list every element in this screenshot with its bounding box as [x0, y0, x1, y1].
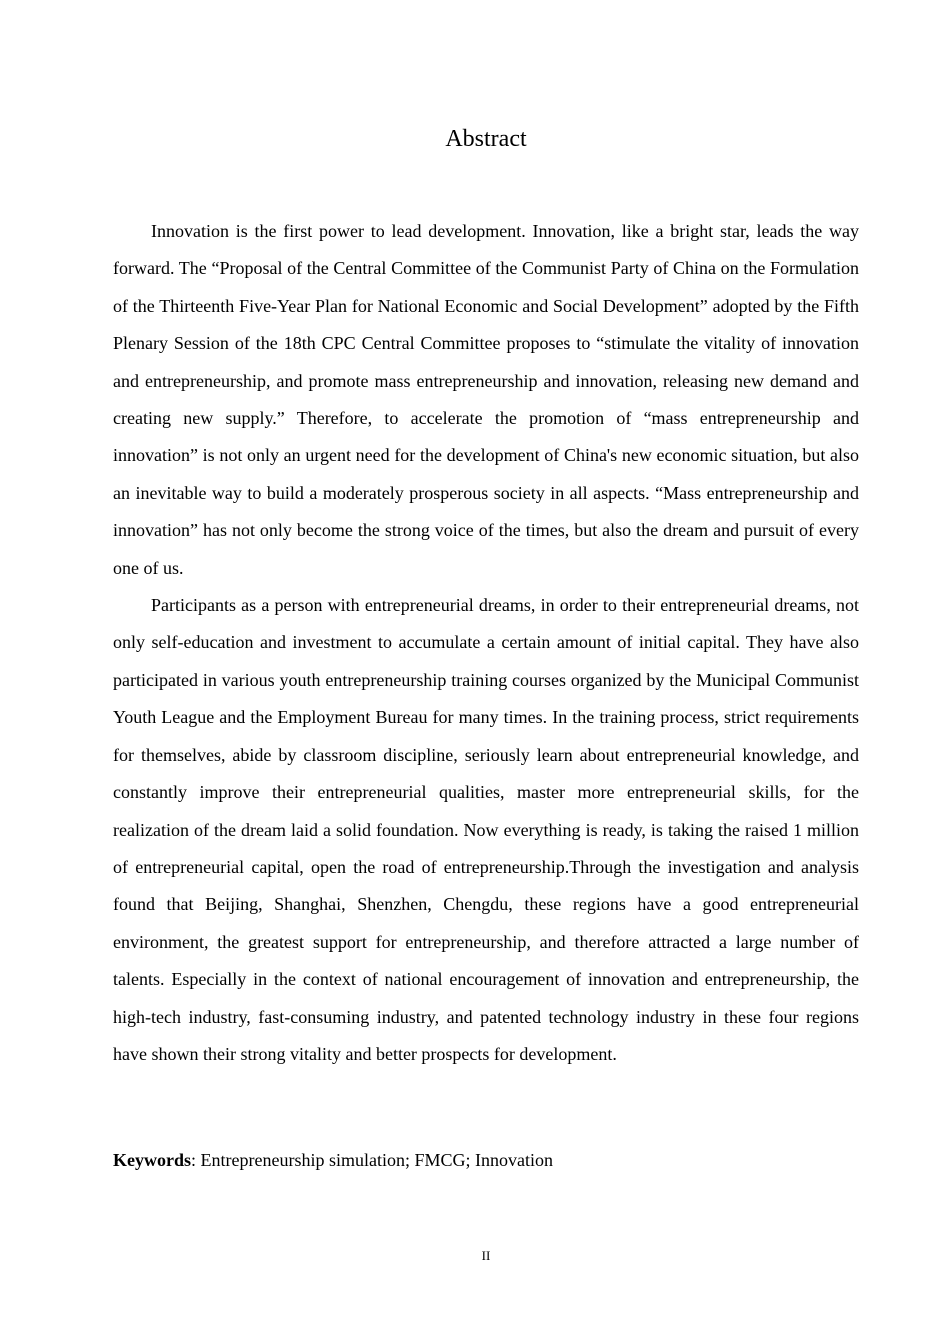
- keywords-line: [113, 1146, 859, 1174]
- keywords-text: : Entrepreneurship simulation; FMCG; Innovation: [191, 1150, 553, 1170]
- page-title: Abstract: [445, 126, 527, 152]
- page-number: II: [481, 1248, 491, 1263]
- abstract-paragraph-1: Innovation is the first power to lead development. Innovation, like a bright star, leads the way forward. The “Proposal of the Central Committee of the Communist Party of China on the Formulation of the Thirteenth Five-Year Plan for National Economic and Social Development” adopted by the Fifth Plenary Session of the 18th CPC Central Committee proposes to “stimulate the vitality of innovation and entrepreneurship, and promote mass entrepreneurship and innovation, releasing new demand and creating new supply.” Therefore, to accelerate the promotion of “mass entrepreneurship and innovation” is not only an urgent need for the development of China's new economic situation, but also an inevitable way to build a moderately prosperous society in all aspects. “Mass entrepreneurship and innovation” has not only become the strong voice of the times, but also the dream and pursuit of every one of us.: [113, 221, 859, 578]
- keywords-label: Keywords: [113, 1150, 191, 1170]
- abstract-paragraph-2: Participants as a person with entrepreneurial dreams, in order to their entrepreneurial dreams, not only self-education and investment to accumulate a certain amount of initial capital. They have also participated in various youth entrepreneurship training courses organized by the Municipal Communist Youth League and the Employment Bureau for many times. In the training process, strict requirements for themselves, abide by classroom discipline, seriously learn about entrepreneurial knowledge, and constantly improve their entrepreneurial qualities, master more entrepreneurial skills, for the realization of the dream laid a solid foundation. Now everything is ready, is taking the raised 1 million of entrepreneurial capital, open the road of entrepreneurship.Through the investigation and analysis found that Beijing, Shanghai, Shenzhen, Chengdu, these regions have a good entrepreneurial environment, the greatest support for entrepreneurship, and therefore attracted a large number of talents. Especially in the context of national encouragement of innovation and entrepreneurship, the high-tech industry, fast-consuming industry, and patented technology industry in these four regions have shown their strong vitality and better prospects for development.: [113, 595, 859, 1064]
- abstract-body: [113, 213, 859, 1073]
